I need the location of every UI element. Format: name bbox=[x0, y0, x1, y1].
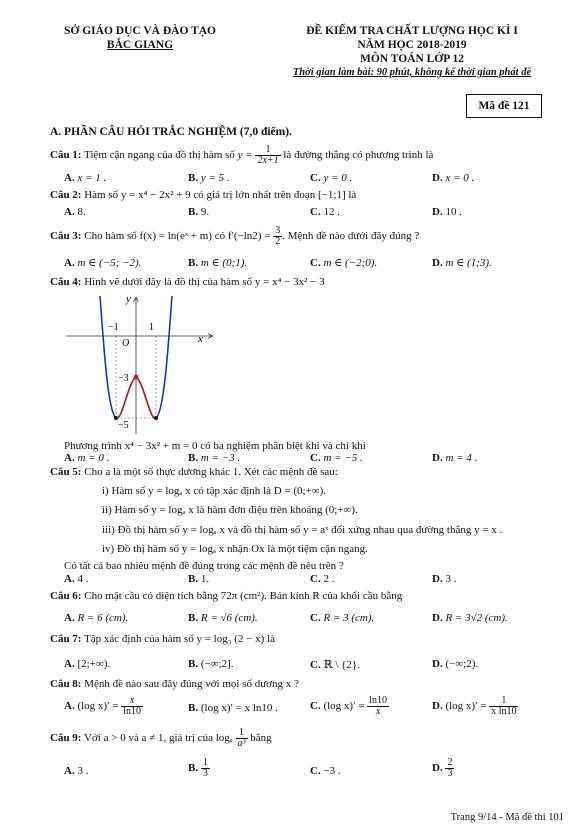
tick-label-m5: −5 bbox=[118, 420, 129, 431]
q9-option-c[interactable] bbox=[310, 765, 341, 777]
q9-text-pre: Với a > 0 và a ≠ 1, giá trị của logₐ bbox=[84, 732, 233, 745]
q9-b-fraction bbox=[201, 758, 210, 779]
q4-stem: Phương trình x⁴ − 3x² + m = 0 có ba nghiệm phân biệt khi và chỉ khi bbox=[64, 440, 366, 452]
option-label: C. bbox=[310, 257, 321, 269]
q1-option-b[interactable] bbox=[188, 172, 230, 184]
local-max-point bbox=[134, 375, 139, 380]
option-label: C. bbox=[310, 659, 321, 671]
option-label: C. bbox=[310, 206, 321, 218]
q7-option-d[interactable] bbox=[432, 658, 478, 670]
option-label: A. bbox=[64, 658, 75, 670]
q3-label: Câu 3: bbox=[50, 230, 82, 243]
q5-text: Cho a là một số thực dương khác 1. Xét các mệnh đề sau: bbox=[84, 466, 338, 478]
province-name: BẮC GIANG bbox=[106, 39, 174, 51]
option-text: 10 . bbox=[445, 206, 462, 218]
option-text: −3 . bbox=[323, 765, 341, 777]
q8-c-fraction bbox=[367, 696, 389, 717]
q8-d-den: x ln10 bbox=[491, 706, 517, 717]
q8-c-num: ln10 bbox=[369, 695, 387, 706]
q1-fraction bbox=[255, 145, 280, 166]
option-label: B. bbox=[188, 206, 199, 218]
question-6 bbox=[50, 590, 402, 602]
q6-text: Cho mặt cầu có diện tích bằng 72π (cm²). Bán kính R của khối cầu bằng bbox=[84, 590, 403, 602]
option-label: B. bbox=[188, 612, 199, 624]
option-text: [2;+∞). bbox=[77, 658, 111, 670]
option-text: 12 . bbox=[323, 206, 340, 218]
option-text: x = 1 . bbox=[77, 172, 107, 184]
option-text: m = 4 . bbox=[445, 452, 478, 464]
q5-option-b[interactable] bbox=[188, 573, 209, 585]
option-label: A. bbox=[64, 206, 75, 218]
q5-option-a[interactable] bbox=[64, 573, 88, 585]
q5-statement-iii: iii) Đồ thị hàm số y = logₐ x và đồ thị hàm số y = aˣ đối xứng nhau qua đường thẳng y = x . bbox=[102, 524, 503, 536]
origin-label: O bbox=[122, 338, 130, 349]
option-label: D. bbox=[432, 612, 443, 624]
option-text: m = 0 . bbox=[77, 452, 110, 464]
q6-option-a[interactable] bbox=[64, 612, 128, 624]
q6-option-d[interactable] bbox=[432, 612, 508, 624]
option-text: m = −3 . bbox=[200, 452, 241, 464]
option-text: m ∈ (−2;0). bbox=[323, 257, 378, 269]
option-label: C. bbox=[310, 700, 321, 713]
q8-option-d[interactable] bbox=[432, 696, 518, 717]
q8-d-num: 1 bbox=[489, 696, 518, 707]
question-8 bbox=[50, 678, 299, 690]
q2-option-c[interactable] bbox=[310, 206, 340, 218]
y-axis-label: y bbox=[126, 293, 131, 305]
option-text: ℝ \ {2}. bbox=[323, 659, 360, 671]
q9-option-d[interactable] bbox=[432, 758, 454, 779]
x-axis-label: x bbox=[198, 333, 203, 345]
q1-num: 1 bbox=[255, 145, 280, 156]
option-label: A. bbox=[64, 765, 75, 777]
option-label: B. bbox=[188, 702, 199, 714]
option-label: D. bbox=[432, 257, 443, 269]
q1-label: Câu 1: bbox=[50, 149, 82, 162]
q5-statement-i: i) Hàm số y = logₐ x có tập xác định là D = (0;+∞). bbox=[102, 485, 327, 497]
q9-d-fraction bbox=[445, 758, 454, 779]
q9-b-num: 1 bbox=[202, 757, 208, 768]
q4-option-b[interactable] bbox=[188, 452, 240, 464]
q6-option-b[interactable] bbox=[188, 612, 258, 624]
option-text: (−∞;2]. bbox=[200, 658, 234, 670]
q8-option-c[interactable] bbox=[310, 696, 389, 717]
q1-option-d[interactable] bbox=[432, 172, 474, 184]
q4-label: Câu 4: bbox=[50, 276, 82, 288]
option-text: (log x)′ = x ln10 . bbox=[200, 702, 278, 714]
q9-b-den: 3 bbox=[202, 768, 208, 779]
q2-label: Câu 2: bbox=[50, 189, 82, 201]
header-department bbox=[40, 24, 240, 52]
option-label: B. bbox=[188, 573, 199, 585]
option-text: m = −5 . bbox=[323, 452, 363, 464]
q8-c-den: x bbox=[375, 706, 381, 717]
option-text: 4 . bbox=[77, 573, 89, 585]
q3-option-a[interactable] bbox=[64, 256, 141, 269]
q5-stem: Có tất cả bao nhiêu mệnh đề đúng trong các mệnh đề nêu trên ? bbox=[64, 560, 344, 572]
tick-label-m3: −3 bbox=[118, 373, 129, 384]
tick-label-neg1: −1 bbox=[108, 322, 119, 333]
q7-option-a[interactable] bbox=[64, 658, 110, 670]
option-label: A. bbox=[64, 172, 75, 184]
option-label: B. bbox=[188, 172, 199, 184]
option-text: m ∈ (0;1). bbox=[200, 257, 248, 269]
q1-den: 2x+1 bbox=[257, 155, 279, 166]
q3-fraction bbox=[273, 226, 282, 247]
q7-option-c[interactable] bbox=[310, 658, 360, 671]
question-1 bbox=[50, 145, 433, 166]
q9-den: a³ bbox=[237, 738, 246, 749]
option-text: (log x)′ = bbox=[445, 700, 487, 713]
q5-statement-iv: iv) Đồ thị hàm số y = logₐ x nhận Ox là một tiệm cận ngang. bbox=[102, 543, 368, 555]
option-label: B. bbox=[188, 257, 199, 269]
exam-title: ĐỀ KIỂM TRA CHẤT LƯỢNG HỌC KÌ I bbox=[306, 25, 518, 37]
q8-label: Câu 8: bbox=[50, 678, 82, 690]
q6-option-c[interactable] bbox=[310, 612, 374, 624]
question-2 bbox=[50, 189, 356, 201]
q1-text-post: là đường thẳng có phương trình là bbox=[283, 149, 434, 162]
option-text: 2 . bbox=[323, 573, 335, 585]
q9-label: Câu 9: bbox=[50, 732, 82, 745]
question-9 bbox=[50, 728, 272, 749]
q9-d-den: 3 bbox=[447, 768, 453, 779]
q3-option-c[interactable] bbox=[310, 256, 377, 269]
q3-den: 2 bbox=[275, 236, 281, 247]
q7-label: Câu 7: bbox=[50, 633, 82, 645]
q9-num: 1 bbox=[236, 728, 248, 739]
q5-option-c[interactable] bbox=[310, 573, 334, 585]
q2-text: Hàm số y = x⁴ − 2x² + 9 có giá trị lớn nhất trên đoạn [−1;1] là bbox=[84, 189, 357, 201]
q3-option-b[interactable] bbox=[188, 256, 247, 269]
q8-a-num: x bbox=[121, 696, 143, 707]
option-label: C. bbox=[310, 172, 321, 184]
q5-label: Câu 5: bbox=[50, 466, 82, 478]
option-label: D. bbox=[432, 658, 443, 670]
option-label: B. bbox=[188, 452, 199, 464]
header-exam bbox=[262, 24, 562, 80]
option-text: y = 5 . bbox=[200, 172, 230, 184]
option-label: C. bbox=[310, 765, 321, 777]
option-text: (log x)′ = bbox=[323, 700, 365, 713]
q5-statement-ii: ii) Hàm số y = logₐ x là hàm đơn điệu trên khoảng (0;+∞). bbox=[102, 504, 358, 516]
option-label: A. bbox=[64, 573, 75, 585]
page-footer: Trang 9/14 - Mã đề thi 101 bbox=[450, 812, 564, 823]
option-label: C. bbox=[310, 573, 321, 585]
option-text: 8. bbox=[77, 206, 86, 218]
q5-option-d[interactable] bbox=[432, 573, 456, 585]
min-point-left bbox=[114, 416, 118, 420]
q1-fn: y = bbox=[237, 149, 253, 162]
option-text: R = 3 (cm). bbox=[323, 612, 375, 624]
option-text: y = 0 . bbox=[323, 172, 353, 184]
option-label: A. bbox=[64, 700, 75, 713]
section-title: A. PHẦN CÂU HỎI TRẮC NGHIỆM (7,0 điểm). bbox=[50, 126, 292, 138]
q3-option-d[interactable] bbox=[432, 256, 492, 269]
q3-num: 3 bbox=[275, 225, 281, 236]
option-label: B. bbox=[188, 658, 199, 670]
option-text: 9. bbox=[200, 206, 210, 218]
option-text: 3 . bbox=[445, 573, 457, 585]
option-text: 1. bbox=[200, 573, 210, 585]
question-5 bbox=[50, 466, 338, 478]
q1-text-pre: Tiệm cận ngang của đồ thị hàm số bbox=[84, 149, 235, 162]
option-text: (−∞;2). bbox=[445, 658, 479, 670]
option-label: D. bbox=[432, 762, 443, 775]
option-text: (log x)′ = bbox=[77, 700, 119, 713]
tick-label-pos1: 1 bbox=[149, 322, 154, 333]
q9-option-a[interactable] bbox=[64, 765, 88, 777]
option-label: C. bbox=[310, 452, 321, 464]
department-name: SỞ GIÁO DỤC VÀ ĐÀO TẠO bbox=[64, 25, 216, 37]
question-4 bbox=[50, 276, 325, 288]
min-point-right bbox=[154, 416, 158, 420]
q2-option-d[interactable] bbox=[432, 206, 462, 218]
q3-text-pre: Cho hàm số f(x) = ln(eˣ + m) có f′(−ln2) = bbox=[84, 230, 271, 243]
school-year: NĂM HỌC 2018-2019 bbox=[357, 39, 467, 51]
q9-option-b[interactable] bbox=[188, 758, 210, 779]
option-label: D. bbox=[432, 206, 443, 218]
option-label: D. bbox=[432, 573, 443, 585]
q7-option-b[interactable] bbox=[188, 658, 234, 670]
option-label: A. bbox=[64, 452, 75, 464]
option-label: A. bbox=[64, 257, 75, 269]
option-text: R = 6 (cm). bbox=[77, 612, 129, 624]
option-text: 3 . bbox=[77, 765, 89, 777]
q6-label: Câu 6: bbox=[50, 590, 82, 602]
q4-function-graph bbox=[60, 290, 220, 436]
q2-option-a[interactable] bbox=[64, 206, 86, 218]
q4-option-a[interactable] bbox=[64, 452, 109, 464]
q3-text-post: . Mệnh đề nào dưới đây đúng ? bbox=[282, 230, 420, 243]
option-text: x = 0 . bbox=[445, 172, 475, 184]
question-3 bbox=[50, 226, 419, 247]
option-text: R = 3√2 (cm). bbox=[445, 612, 508, 624]
option-label: C. bbox=[310, 612, 321, 624]
q4-text: Hình vẽ dưới đây là đồ thị của hàm số y = x⁴ − 3x² − 3 bbox=[84, 276, 325, 288]
q8-option-a[interactable] bbox=[64, 696, 143, 717]
option-text: m ∈ (−5; −2). bbox=[77, 257, 142, 269]
q2-option-b[interactable] bbox=[188, 206, 209, 218]
q1-option-a[interactable] bbox=[64, 172, 106, 184]
q4-option-c[interactable] bbox=[310, 452, 363, 464]
question-7 bbox=[50, 633, 275, 645]
q9-text-post: bằng bbox=[250, 732, 272, 745]
option-label: D. bbox=[432, 172, 443, 184]
subject: MÔN TOÁN LỚP 12 bbox=[359, 53, 465, 65]
q9-d-num: 2 bbox=[447, 757, 453, 768]
option-label: A. bbox=[64, 612, 75, 624]
option-text: R = √6 (cm). bbox=[200, 612, 258, 624]
q8-option-b[interactable] bbox=[188, 702, 278, 714]
option-label: D. bbox=[432, 700, 443, 713]
q4-option-d[interactable] bbox=[432, 452, 477, 464]
q8-a-fraction bbox=[121, 696, 143, 717]
q7-text: Tập xác định của hàm số y = log₃ (2 − x) là bbox=[84, 633, 276, 645]
time-note: Thời gian làm bài: 90 phút, không kể thời gian phát đề bbox=[292, 67, 532, 78]
option-label: B. bbox=[188, 762, 199, 775]
q8-d-fraction bbox=[489, 696, 518, 717]
q8-text: Mệnh đề nào sau đây đúng với mọi số dương x ? bbox=[84, 678, 299, 690]
q9-fraction bbox=[236, 728, 248, 749]
exam-code-box: Mã đề 121 bbox=[466, 94, 542, 118]
q1-option-c[interactable] bbox=[310, 172, 352, 184]
option-text: m ∈ (1;3). bbox=[445, 257, 492, 269]
q8-a-den: ln10 bbox=[123, 706, 141, 717]
option-label: D. bbox=[432, 452, 443, 464]
